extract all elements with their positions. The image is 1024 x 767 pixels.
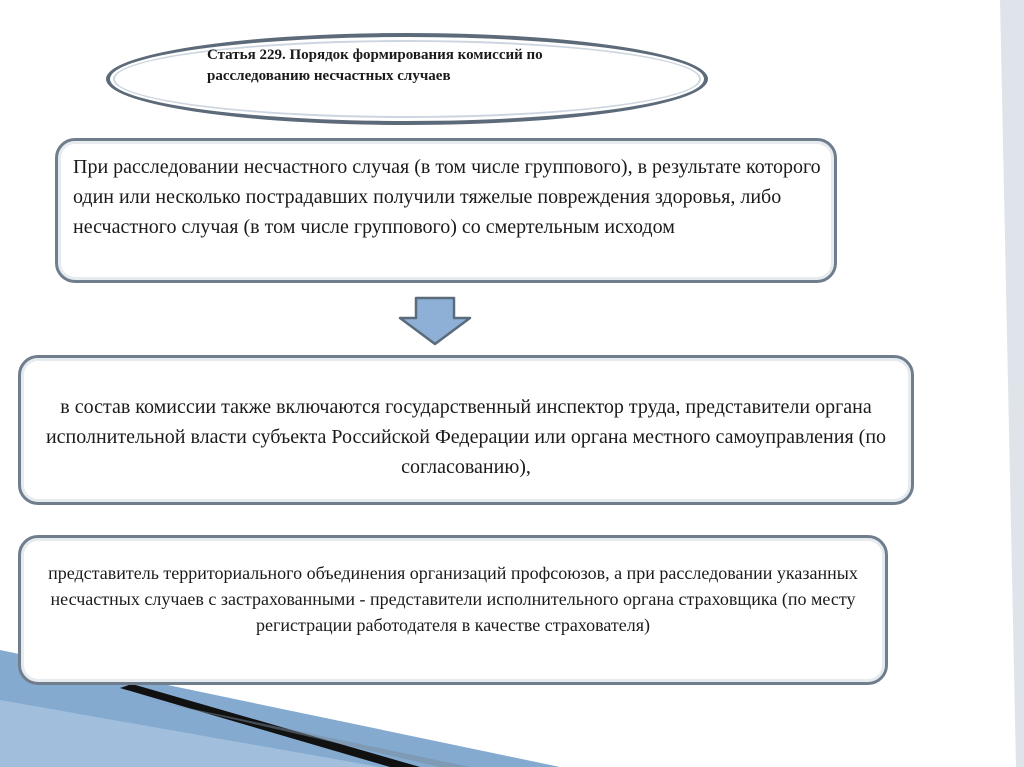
inspector-text: в состав комиссии также включаются государственный инспектор труда, представители органа исполнительной власти субъекта Российской Федерации или органа местного самоуправления (по согласованию), <box>45 396 887 478</box>
union-rep-text: представитель территориального объединения организаций профсоюзов, а при расследовании указанных несчастных случаев с застрахованными - представители исполнительного органа страховщика (по месту регистрации работодателя в качестве страхователя) <box>48 563 858 635</box>
article-title: Статья 229. Порядок формирования комиссий по расследованию несчастных случаев <box>207 47 543 84</box>
condition-text: При расследовании несчастного случая (в том числе группового), в результате которого один или несколько пострадавших получили тяжелые повреждения здоровья, либо несчастного случая (в том числе группового) со смертельным исходом <box>73 156 821 238</box>
decor-right-shadow <box>1000 0 1024 767</box>
down-arrow-icon <box>398 296 472 346</box>
